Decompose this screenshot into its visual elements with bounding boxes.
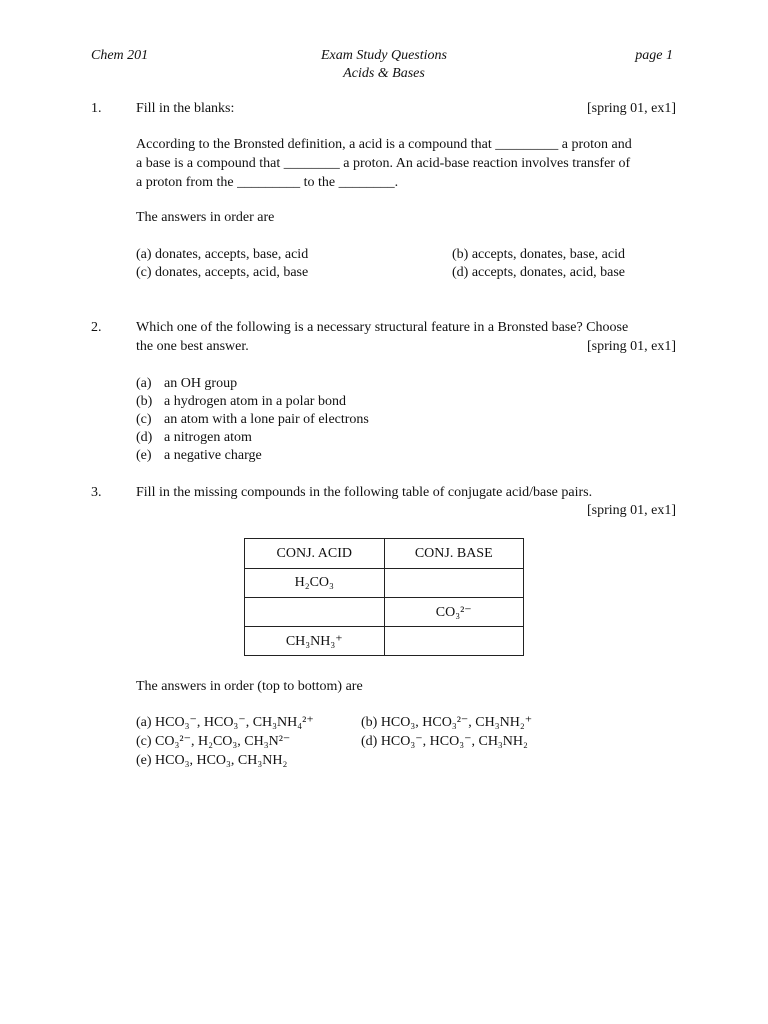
answer-option-d[interactable] [136, 429, 252, 447]
table-row [245, 569, 524, 598]
question-body-line: a proton from the _________ to the ________. [136, 175, 399, 190]
option-text: an atom with a lone pair of electrons [164, 412, 369, 427]
question-prompt: Fill in the missing compounds in the following table of conjugate acid/base pairs. [136, 485, 593, 500]
table-header-row [245, 539, 524, 569]
table-cell: H₂CO₃ [245, 569, 385, 598]
column-header-conj-acid: CONJ. ACID [245, 539, 385, 569]
answer-option-b[interactable]: (b) HCO₃, HCO₃²⁻, CH₃NH₂⁺ [361, 715, 533, 730]
table-row [245, 627, 524, 656]
answers-intro: The answers in order are [136, 210, 275, 225]
question-source: [spring 01, ex1] [586, 339, 676, 354]
question-body-line: a base is a compound that ________ a proton. An acid-base reaction involves transfer of [136, 156, 631, 171]
page-number: page 1 [635, 48, 673, 63]
answer-option-a[interactable]: (a) HCO₃⁻, HCO₃⁻, CH₃NH₄²⁺ [136, 715, 314, 730]
table-cell [245, 598, 385, 627]
answer-option-d[interactable]: (d) HCO₃⁻, HCO₃⁻, CH₃NH₂ [361, 734, 528, 749]
question-source: [spring 01, ex1] [586, 503, 676, 518]
table-cell [384, 627, 524, 656]
table-cell: CO₃²⁻ [384, 598, 524, 627]
question-body-line: According to the Bronsted definition, a acid is a compound that _________ a proton and [136, 137, 632, 152]
option-label: (c) [136, 412, 152, 427]
conjugate-pairs-table [244, 538, 524, 656]
option-text: an OH group [164, 376, 238, 391]
option-text: a nitrogen atom [164, 430, 252, 445]
question-prompt: Fill in the blanks: [136, 101, 235, 116]
answer-option-e[interactable] [136, 447, 262, 465]
option-label: (b) [136, 394, 153, 409]
answer-option-d[interactable]: (d) accepts, donates, acid, base [452, 265, 625, 280]
question-source: [spring 01, ex1] [586, 101, 676, 116]
option-label: (d) [136, 430, 153, 445]
question-number: 1. [91, 101, 102, 116]
question-prompt: Which one of the following is a necessary structural feature in a Bronsted base? Choose [136, 320, 629, 335]
table-cell: CH₃NH₃⁺ [245, 627, 385, 656]
answer-option-c[interactable]: (c) donates, accepts, acid, base [136, 265, 309, 280]
answer-option-a[interactable] [136, 375, 237, 393]
course-code: Chem 201 [91, 48, 149, 63]
answer-option-e[interactable]: (e) HCO₃, HCO₃, CH₃NH₂ [136, 753, 288, 768]
table-cell [384, 569, 524, 598]
answer-option-b[interactable]: (b) accepts, donates, base, acid [452, 247, 625, 262]
page-title: Exam Study Questions [321, 48, 447, 63]
question-number: 2. [91, 320, 102, 335]
answer-option-a[interactable]: (a) donates, accepts, base, acid [136, 247, 309, 262]
option-text: a hydrogen atom in a polar bond [164, 394, 346, 409]
option-label: (a) [136, 376, 152, 391]
column-header-conj-base: CONJ. BASE [384, 539, 524, 569]
answer-option-c[interactable]: (c) CO₃²⁻, H₂CO₃, CH₃N²⁻ [136, 734, 291, 749]
option-label: (e) [136, 448, 152, 463]
option-text: a negative charge [164, 448, 262, 463]
answer-option-b[interactable] [136, 393, 346, 411]
answers-intro: The answers in order (top to bottom) are [136, 679, 363, 694]
question-number: 3. [91, 485, 102, 500]
page-subtitle: Acids & Bases [343, 66, 425, 81]
question-prompt-cont: the one best answer. [136, 339, 249, 354]
table-row [245, 598, 524, 627]
answer-option-c[interactable] [136, 411, 369, 429]
